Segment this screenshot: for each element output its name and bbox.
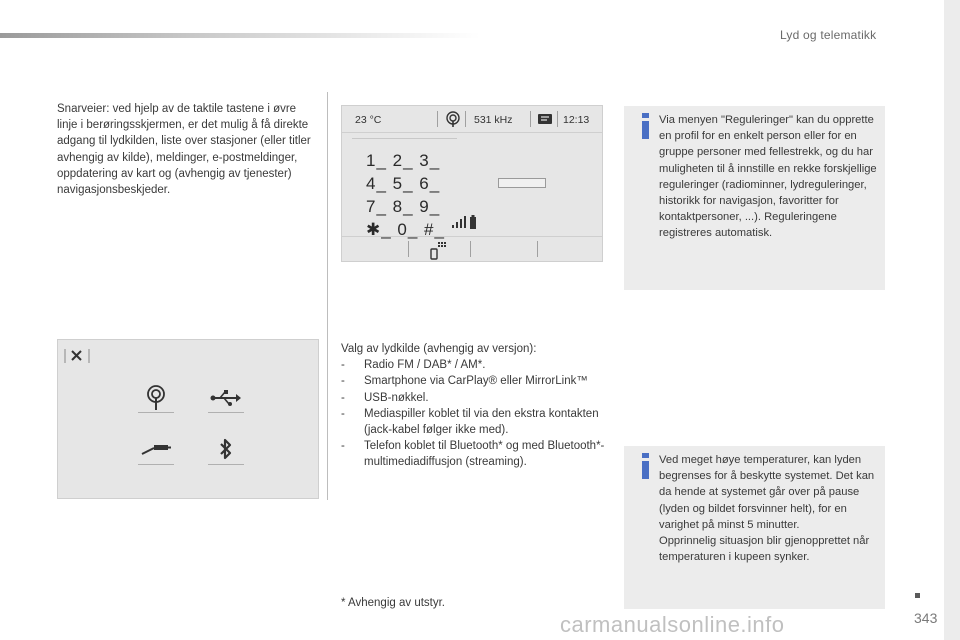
radio-screen-illustration [341,105,603,262]
battery-icon [469,215,477,229]
frequency-readout: 531 kHz [474,114,513,126]
source-list [341,341,611,471]
source-underline [138,412,174,413]
screen-status-bar [342,106,602,133]
aux-jack-icon[interactable] [140,440,172,458]
keypad-row[interactable]: 7_ 8_ 9_ [366,197,441,216]
info-box-text: Via menyen "Reguleringer" kan du opprette en profil for en enkelt person eller for en gruppe personer med fellestrekk, og du har muligheten til å innstille en rekke forskjellige reguleringer (radiominner, lydreguleringer, historikk for navigasjon, favoritter for kontaktpersoner, ...). Reguleringene registreres automatisk. [659,114,877,240]
status-divider [530,111,531,127]
bluetooth-icon[interactable] [218,437,234,461]
info-box-line: Opprinnelig situasjon blir gjenopprettet når temperaturen i kupeen synker. [659,535,870,564]
bottom-divider [537,241,538,257]
intro-paragraph: Snarveier: ved hjelp av de taktile tastene i øvre linje i berøringsskjermen, er det mulig å få direkte adgang til lydkilden, liste over stasjoner (eller titler avhengig av kilde), meldinger, e-postmeldinger, oppdatering av kart og (avhengig av tjenester) navigasjonsbeskjeder. [57,103,311,197]
watermark: carmanualsonline.info [560,612,785,637]
bottom-divider [470,241,471,257]
status-divider [437,111,438,127]
source-items [341,357,611,470]
radio-antenna-icon[interactable] [444,110,462,128]
keypad-row[interactable]: 4_ 5_ 6_ [366,174,441,193]
list-item: - Telefon koblet til Bluetooth* og med Bluetooth*-multimediadiffusjon (streaming). [341,438,611,470]
smartphone-connect-icon[interactable] [430,240,448,260]
list-item: - Mediaspiller koblet til via den ekstra kontakten (jack-kabel følger ikke med). [341,406,611,438]
keypad-row[interactable]: ✱_ 0_ #_ [366,220,445,239]
source-underline [208,464,244,465]
page-marker [915,593,920,598]
info-icon [636,452,656,480]
list-item: - Radio FM / DAB* / AM*. [341,357,611,373]
temperature-readout: 23 °C [355,114,382,126]
info-box-line: Ved meget høye temperaturer, kan lyden begrenses for å beskytte systemet. Det kan da hende at systemet går over på pause (lyden og bildet forsvinner helt), for en varighet på minst 5 minutter. [659,454,875,531]
radio-antenna-icon[interactable] [144,384,168,412]
header-rule [0,33,480,38]
info-box-text [659,452,881,565]
keypad-row[interactable]: 1_ 2_ 3_ [366,151,441,170]
page-edge-strip [944,0,960,640]
info-icon [636,112,656,140]
source-screen-illustration [57,339,319,499]
info-box-temperature [624,446,885,609]
close-icon[interactable] [64,348,90,364]
status-divider [557,111,558,127]
status-divider [465,111,466,127]
column-divider [327,92,328,500]
info-box-settings [624,106,885,290]
source-list-heading: Valg av lydkilde (avhengig av versjon): [341,343,537,355]
screen-bottom-bar [342,236,602,262]
source-underline [138,464,174,465]
messages-icon[interactable] [536,110,554,128]
clock-readout: 12:13 [563,114,590,126]
footnote: * Avhengig av utstyr. [341,597,445,609]
section-title: Lyd og telematikk [780,28,877,42]
bottom-divider [408,241,409,257]
page-number: 343 [914,610,938,626]
usb-icon[interactable] [210,388,242,408]
list-item: - Smartphone via CarPlay® eller MirrorLink™ [341,373,611,389]
signal-strength-icon [452,216,466,228]
screen-input-field [498,178,546,188]
source-underline [208,412,244,413]
list-item: - USB-nøkkel. [341,390,611,406]
preset-keypad [352,138,457,239]
